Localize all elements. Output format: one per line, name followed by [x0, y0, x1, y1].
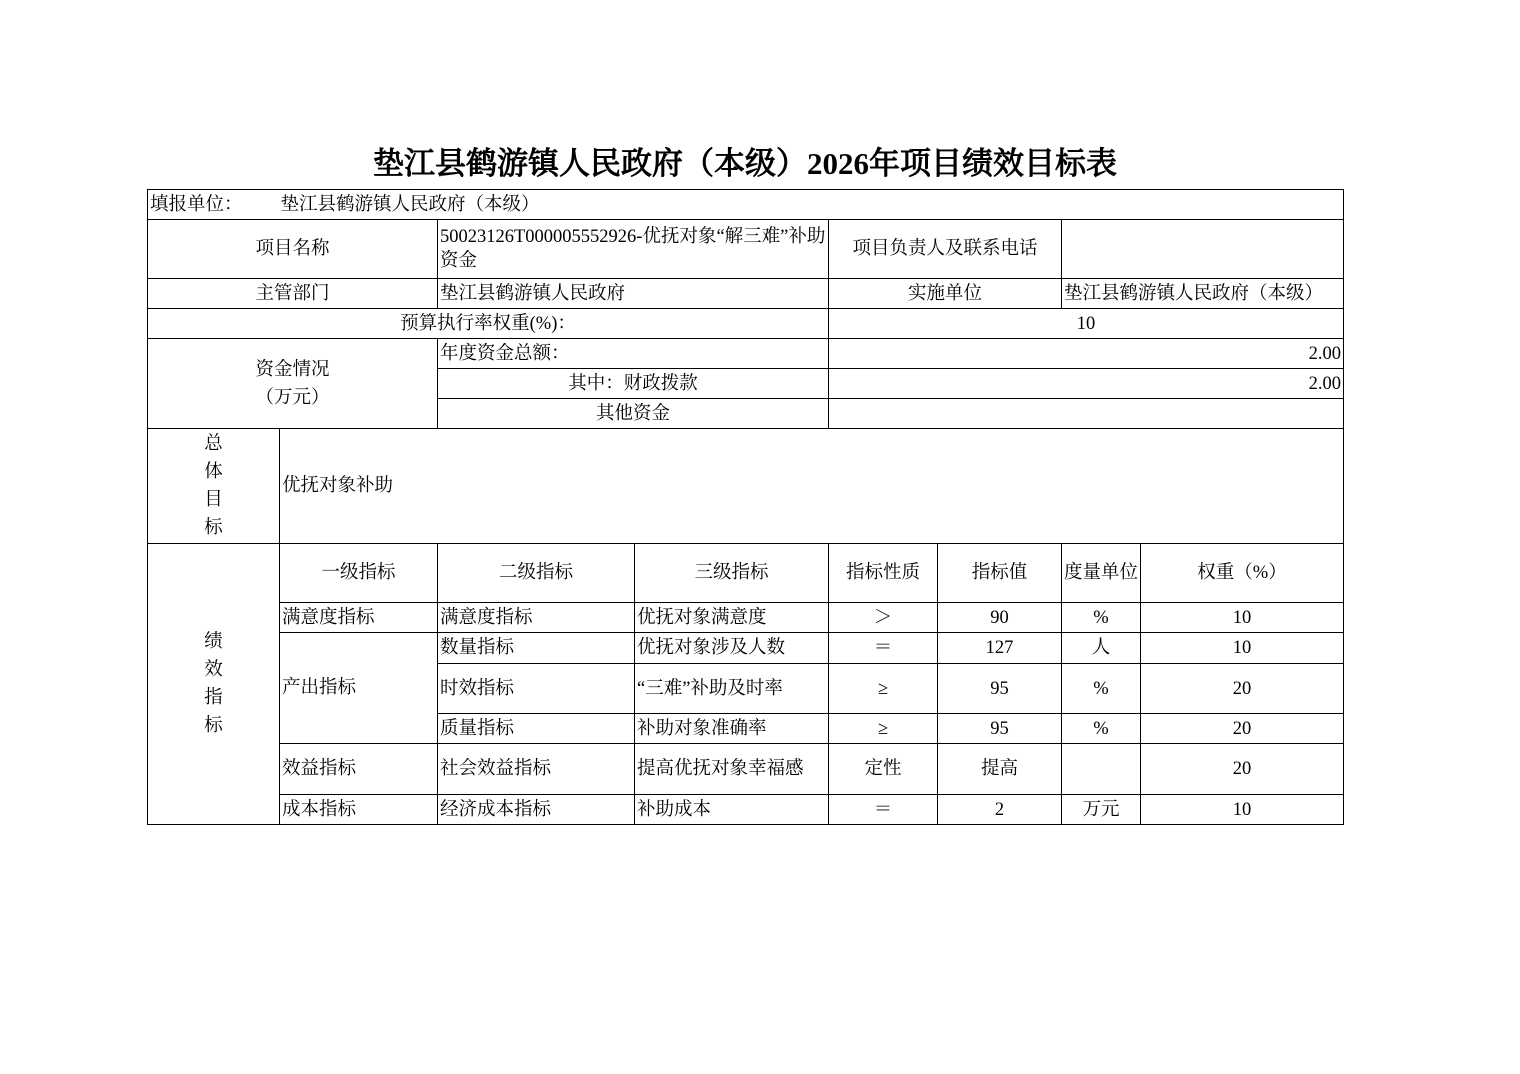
cell-level2: 质量指标	[438, 714, 635, 744]
header-weight: 权重（%）	[1141, 544, 1344, 603]
funds-total-label: 年度资金总额：	[438, 339, 829, 369]
goal-char: 目	[204, 490, 223, 510]
cell-weight: 20	[1141, 664, 1344, 714]
budget-rate-value: 10	[829, 309, 1344, 339]
funds-total-value: 2.00	[829, 339, 1344, 369]
cell-level2: 数量指标	[438, 633, 635, 664]
cell-value: 95	[938, 664, 1062, 714]
funds-other-label: 其他资金	[438, 399, 829, 429]
budget-rate-label: 预算执行率权重(%)：	[148, 309, 829, 339]
cell-level3: 优抚对象满意度	[635, 603, 829, 633]
cell-nature: ＞	[829, 603, 938, 633]
cell-weight: 10	[1141, 795, 1344, 825]
header-value: 指标值	[938, 544, 1062, 603]
header-nature: 指标性质	[829, 544, 938, 603]
department-label: 主管部门	[148, 279, 438, 309]
funds-label	[148, 339, 438, 429]
cell-level3: 提高优抚对象幸福感	[635, 744, 829, 795]
indicator-char: 指	[204, 688, 223, 708]
table-row	[148, 795, 1344, 825]
table-row	[148, 744, 1344, 795]
cell-level1: 效益指标	[280, 744, 438, 795]
cell-level1: 满意度指标	[280, 603, 438, 633]
filler-label: 填报单位：	[150, 194, 243, 215]
funds-label-line2: （万元）	[255, 387, 330, 408]
header-level1: 一级指标	[280, 544, 438, 603]
header-level3: 三级指标	[635, 544, 829, 603]
cell-unit	[1062, 744, 1141, 795]
department-row	[148, 279, 1344, 309]
cell-level3: “三难”补助及时率	[635, 664, 829, 714]
project-name-value: 50023126T000005552926-优抚对象“解三难”补助资金	[438, 220, 829, 279]
project-contact-label: 项目负责人及联系电话	[829, 220, 1062, 279]
cell-weight: 10	[1141, 633, 1344, 664]
overall-goal-row	[148, 429, 1344, 544]
project-name-label: 项目名称	[148, 220, 438, 279]
indicator-char: 绩	[204, 632, 223, 652]
indicator-char: 效	[204, 660, 223, 680]
funds-label-line1: 资金情况	[255, 359, 330, 380]
cell-value: 90	[938, 603, 1062, 633]
funds-other-value	[829, 399, 1344, 429]
cell-unit: %	[1062, 664, 1141, 714]
cell-nature: ＝	[829, 633, 938, 664]
cell-unit: 万元	[1062, 795, 1141, 825]
cell-unit: %	[1062, 603, 1141, 633]
cell-level3: 补助对象准确率	[635, 714, 829, 744]
cell-level3: 补助成本	[635, 795, 829, 825]
goal-char: 总	[204, 434, 223, 454]
project-contact-value	[1062, 220, 1344, 279]
header-unit: 度量单位	[1062, 544, 1141, 603]
cell-unit: 人	[1062, 633, 1141, 664]
cell-level1: 成本指标	[280, 795, 438, 825]
budget-rate-row	[148, 309, 1344, 339]
indicators-label	[148, 544, 280, 825]
page-title: 垫江县鹤游镇人民政府（本级）2026年项目绩效目标表	[373, 146, 1117, 181]
cell-weight: 20	[1141, 744, 1344, 795]
filler-cell	[148, 190, 1344, 220]
table-row	[148, 633, 1344, 664]
cell-value: 95	[938, 714, 1062, 744]
filler-value: 垫江县鹤游镇人民政府（本级）	[280, 194, 540, 215]
performance-target-table	[147, 189, 1344, 825]
cell-level3: 优抚对象涉及人数	[635, 633, 829, 664]
cell-level2: 经济成本指标	[438, 795, 635, 825]
department-value: 垫江县鹤游镇人民政府	[438, 279, 829, 309]
implementing-unit-value: 垫江县鹤游镇人民政府（本级）	[1062, 279, 1344, 309]
funds-fiscal-label: 其中：财政拨款	[438, 369, 829, 399]
cell-value: 提高	[938, 744, 1062, 795]
goal-char: 体	[204, 462, 223, 482]
goal-char: 标	[204, 518, 223, 538]
project-name-row	[148, 220, 1344, 279]
indicator-header-row	[148, 544, 1344, 603]
cell-nature: 定性	[829, 744, 938, 795]
cell-level2: 社会效益指标	[438, 744, 635, 795]
table-row	[148, 603, 1344, 633]
overall-goal-text: 优抚对象补助	[280, 429, 1344, 544]
cell-weight: 20	[1141, 714, 1344, 744]
cell-nature: ≥	[829, 664, 938, 714]
funds-total-row	[148, 339, 1344, 369]
cell-level2: 满意度指标	[438, 603, 635, 633]
implementing-unit-label: 实施单位	[829, 279, 1062, 309]
cell-level2: 时效指标	[438, 664, 635, 714]
cell-value: 2	[938, 795, 1062, 825]
cell-nature: ≥	[829, 714, 938, 744]
overall-goal-label	[148, 429, 280, 544]
cell-value: 127	[938, 633, 1062, 664]
cell-unit: %	[1062, 714, 1141, 744]
filler-row	[148, 190, 1344, 220]
indicator-char: 标	[204, 716, 223, 736]
cell-nature: ＝	[829, 795, 938, 825]
cell-level1: 产出指标	[280, 633, 438, 744]
funds-fiscal-value: 2.00	[829, 369, 1344, 399]
header-level2: 二级指标	[438, 544, 635, 603]
cell-weight: 10	[1141, 603, 1344, 633]
